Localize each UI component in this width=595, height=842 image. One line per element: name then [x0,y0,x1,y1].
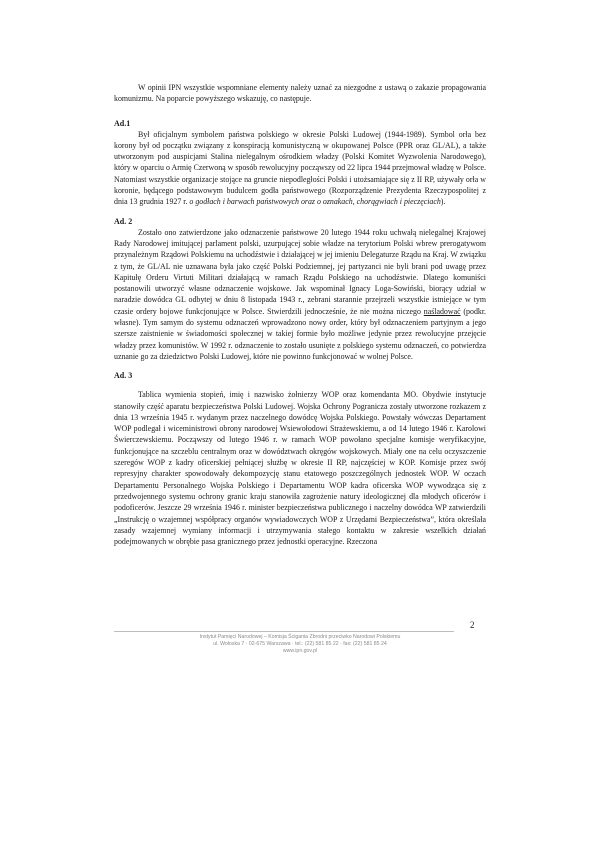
ad1-italic-citation: o godłach i barwach państwowych oraz o oznakach, chorągwiach i pieczęciach [189,197,441,207]
ad1-tail: ). [440,197,446,207]
ad2-tail: (podkr. własne). Tym samym do systemu odznaczeń wprowadzono nowy order, który był odznaczeniem partyjnym a jego szersze zaistnienie w świadomości społecznej w takiej formie było możliwe jedynie przez rewolucyjne przejęcie władzy przez komunistów. W 1992 r. odznaczenie to zostało usunięte z polskiego systemu odznaczeń, co potwierdza uznanie go za dziedzictwo Polski Ludowej, które nie powinno funkcjonować w wolnej Polsce. [114,306,486,361]
footer-divider [114,631,454,632]
ad1-text: Był oficjalnym symbolem państwa polskiego w okresie Polski Ludowej (1944-1989). Symbol orła bez korony był od początku związany z konspiracją komunistyczną w okupowanej Polsce (PPR oraz GL/AL), a także utworzonym pod auspicjami Stalina nielegalnym ośrodkiem władzy (Polski Komitet Wyzwolenia Narodowego), który w oparciu o Armię Czerwoną w sposób rewolucyjny począwszy od 22 lipca 1944 przejmował władzę w Polsce. Natomiast wszystkie organizacje stojące na gruncie niepodległości Polski i utożsamiające się z II RP, używały orła w koronie, będącego podstawowym budulcem godła państwowego (Rozporządzenie Prezydenta Rzeczypospolitej z dnia 13 grudnia 1927 r. [114,129,486,207]
intro-paragraph: W opinii IPN wszystkie wspomniane elementy należy uznać za niezgodne z ustawą o zakazie propagowania komunizmu. Na poparcie powyższego wskazuję, co następuje. [114,83,486,104]
footer-institution: Instytut Pamięci Narodowej – Komisja Ścigania Zbrodni przeciwko Narodowi Polskiemu [199,634,401,640]
section-heading-ad3: Ad. 3 [114,371,133,381]
document-body [114,82,486,547]
footer-address: ul. Wołoska 7 · 02-675 Warszawa · tel.: (22) 581 85 22 · fax: (22) 581 85 24 [213,641,387,647]
page-number: 2 [470,620,475,630]
ad2-underlined-word: naśladować [423,306,461,316]
section-text-ad2 [114,227,486,363]
ad3-text: Tablica wymienia stopień, imię i nazwisko żołnierzy WOP oraz komendanta MO. Obydwie instytucje stanowiły część aparatu bezpieczeństwa Polski Ludowej. Wojska Ochrony Pogranicza zostały utworzone rozkazem z dnia 13 września 1945 r. wydanym przez naczelnego dowódcę Wojska Polskiego. Powstały wówczas Departament WOP podlegał i wiceministrowi obrony narodowej Wsiewołodowi Strażewskiemu, a od 14 lutego 1946 r. Karolowi Świerczewskiemu. Począwszy od lutego 1946 r. w ramach WOP powołano specjalne komisje weryfikacyjne, funkcjonujące na szczeblu centralnym oraz w dowództwach okręgów wojskowych. Miały one na celu oczyszczenie szeregów WOP z kadry oficerskiej pełniącej służbę w okresie II RP, najczęściej w KOP. Komisje przez swój represyjny charakter spowodowały dekompozycję stanu etatowego poszczególnych jednostek WOP. W oczach Departamentu Personalnego Wojska Polskiego i Departamentu WOP kadra oficerska WOP wywodząca się z przedwojennego systemu ochrony granic kraju stanowiła zagrożenie natury ideologicznej dla młodych oficerów i podoficerów. Jeszcze 29 września 1946 r. minister bezpieczeństwa publicznego i naczelny dowódca WP zatwierdzili „Instrukcję o wzajemnej współpracy organów wywiadowczych WOP z Urzędami Bezpieczeństwa”, która określała zasady wzajemnej wymiany informacji i utrzymywania stałego kontaktu w zakresie wszelkich działań podejmowanych w obrębie pasa granicznego przez jednostki operacyjne. Rzeczona [114,390,486,547]
section-heading-ad1: Ad.1 [114,118,131,128]
section-heading-ad2: Ad. 2 [114,216,133,226]
section-text-ad3 [114,389,486,547]
ad2-text: Zostało ono zatwierdzone jako odznaczenie państwowe 20 lutego 1944 roku uchwałą nielegalnej Krajowej Rady Narodowej imitującej parlament polski, uzurpującej sobie władze na terytorium Polski wbrew prerogatywom przynależnym Rządowi Polskiemu na uchodźstwie i działającej w jej imieniu Delegaturze Rządu na Kraj. W związku z tym, że GL/AL nie uznawana była jako część Polski Podziemnej, jej partyzanci nie byli brani pod uwagę przez Kapitułę Orderu Virtuti Militari działającą w ramach Rządu Polskiego na uchodźstwie. Dlatego komuniści postanowili utworzyć własne odznaczenie wojskowe. Jak wspominał Ignacy Loga-Sowiński, biorący udział w naradzie dowódca GL odbytej w dniu 8 listopada 1943 r., zebrani starannie przejrzeli wszystkie istniejące w tym czasie ordery bojowe funkcjonujące w Polsce. Stwierdzili jednocześnie, że nie można niczego [114,227,486,316]
footer-website: www.ipn.gov.pl [282,648,318,654]
page-footer [114,634,486,655]
section-text-ad1 [114,129,486,208]
